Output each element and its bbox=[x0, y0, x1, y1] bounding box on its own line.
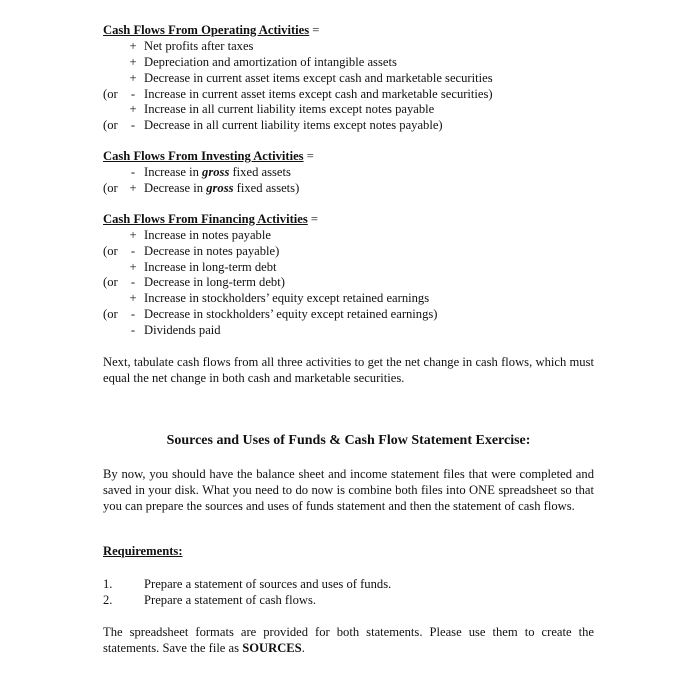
sign: + bbox=[129, 181, 137, 195]
closing-paragraph bbox=[103, 624, 594, 656]
sign: - bbox=[130, 87, 136, 101]
closing-end: . bbox=[301, 641, 305, 655]
operating-heading-eq: = bbox=[309, 23, 320, 37]
sign: - bbox=[130, 118, 136, 132]
closing-text: The spreadsheet formats are provided for both statements. Please use them to create the statements. Save the file as bbox=[103, 625, 594, 655]
exercise-paragraph: By now, you should have the balance sheet and income statement files that were completed and saved in your disk. What you need to do now is combine both files into ONE spreadsheet so that you can prepare the sources and uses of funds statement and then the statement of cash flows. bbox=[103, 467, 594, 513]
requirement-number: 1. bbox=[103, 577, 113, 591]
operating-item: Decrease in all current liability items except notes payable) bbox=[144, 118, 443, 132]
operating-item: Decrease in current asset items except cash and marketable securities bbox=[144, 71, 493, 85]
investing-item-emphasis: gross bbox=[202, 165, 230, 179]
or-marker: (or bbox=[103, 275, 118, 289]
investing-item bbox=[144, 165, 291, 180]
investing-item-pre: Increase in bbox=[144, 165, 203, 179]
sign: + bbox=[129, 55, 137, 69]
financing-item: Increase in notes payable bbox=[144, 228, 271, 242]
investing-heading bbox=[103, 149, 314, 164]
investing-item bbox=[144, 181, 299, 196]
sign: + bbox=[129, 39, 137, 53]
operating-heading bbox=[103, 23, 319, 38]
financing-item: Increase in stockholders’ equity except retained earnings bbox=[144, 291, 430, 305]
operating-heading-text: Cash Flows From Operating Activities bbox=[103, 23, 310, 37]
closing-filename: SOURCES bbox=[242, 641, 302, 655]
sign: - bbox=[130, 307, 136, 321]
financing-heading-text: Cash Flows From Financing Activities bbox=[103, 212, 308, 226]
sign: - bbox=[130, 275, 136, 289]
sign: + bbox=[129, 102, 137, 116]
or-marker: (or bbox=[103, 118, 118, 132]
sign: + bbox=[129, 291, 137, 305]
or-marker: (or bbox=[103, 307, 118, 321]
financing-item: Decrease in long-term debt) bbox=[144, 275, 285, 289]
requirement-text: Prepare a statement of sources and uses of funds. bbox=[144, 577, 392, 591]
requirements-heading: Requirements: bbox=[103, 544, 183, 558]
operating-item: Increase in current asset items except cash and marketable securities) bbox=[144, 87, 493, 101]
or-marker: (or bbox=[103, 87, 118, 101]
next-paragraph: Next, tabulate cash flows from all three activities to get the net change in cash flows, which must equal the net change in both cash and marketable securities. bbox=[103, 355, 594, 385]
investing-heading-eq: = bbox=[303, 149, 314, 163]
sign: - bbox=[130, 165, 136, 179]
sign: + bbox=[129, 71, 137, 85]
investing-item-post: fixed assets) bbox=[233, 181, 300, 195]
financing-item: Decrease in notes payable) bbox=[144, 244, 280, 258]
requirement-number: 2. bbox=[103, 593, 113, 607]
financing-heading-eq: = bbox=[307, 212, 319, 226]
investing-item-pre: Decrease in bbox=[144, 181, 207, 195]
sign: - bbox=[130, 244, 136, 258]
investing-item-emphasis: gross bbox=[206, 181, 234, 195]
investing-heading-text: Cash Flows From Investing Activities bbox=[103, 149, 304, 163]
sign: + bbox=[129, 260, 137, 274]
operating-item: Depreciation and amortization of intangible assets bbox=[144, 55, 397, 69]
operating-item: Increase in all current liability items except notes payable bbox=[144, 102, 435, 116]
sign: - bbox=[130, 323, 136, 337]
financing-heading bbox=[103, 212, 318, 227]
sign: + bbox=[129, 228, 137, 242]
exercise-title: Sources and Uses of Funds & Cash Flow Statement Exercise: bbox=[166, 433, 531, 448]
or-marker: (or bbox=[103, 244, 118, 258]
financing-item: Dividends paid bbox=[144, 323, 221, 337]
operating-item: Net profits after taxes bbox=[144, 39, 254, 53]
investing-item-post: fixed assets bbox=[229, 165, 291, 179]
financing-item: Increase in long-term debt bbox=[144, 260, 277, 274]
or-marker: (or bbox=[103, 181, 118, 195]
financing-item: Decrease in stockholders’ equity except retained earnings) bbox=[144, 307, 438, 321]
requirement-text: Prepare a statement of cash flows. bbox=[144, 593, 317, 607]
